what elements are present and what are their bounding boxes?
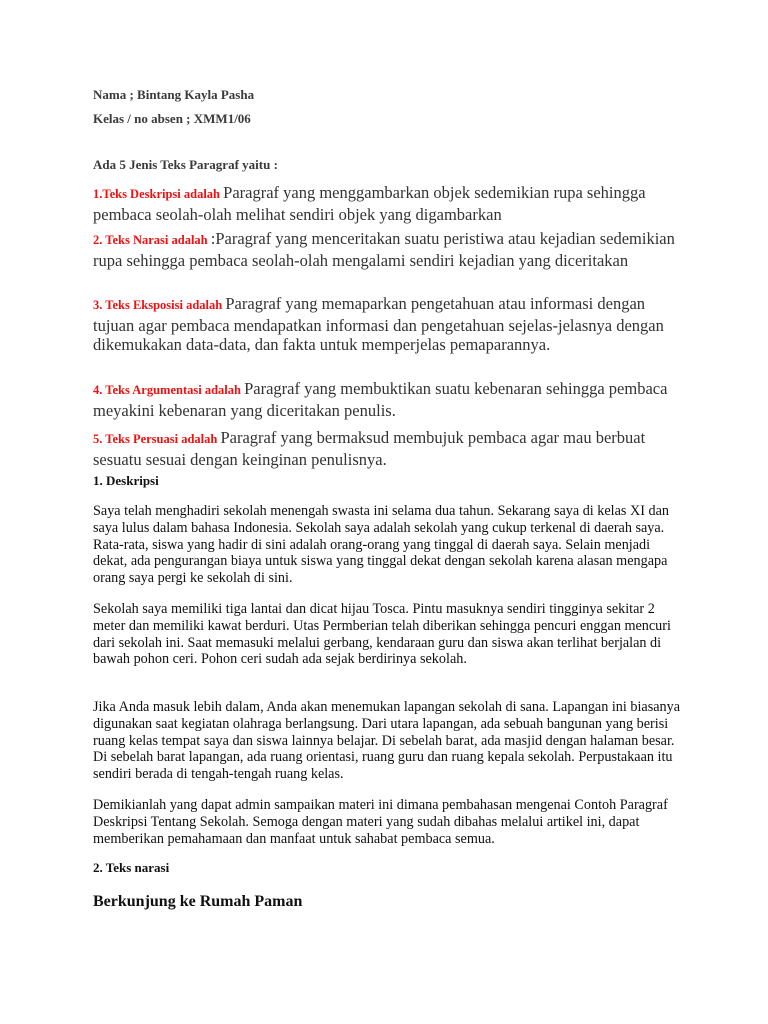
definition-term: 4. Teks Argumentasi adalah (93, 383, 245, 397)
definition-narasi (93, 229, 683, 270)
definition-text: :Paragraf yang menceritakan suatu peristiwa atau kejadian sedemikian rupa sehingga pembaca seolah-olah mengalami sendiri kejadian yang diceritakan (93, 229, 675, 270)
body-paragraph: Sekolah saya memiliki tiga lantai dan dicat hijau Tosca. Pintu masuknya sendiri tingginya sekitar 2 meter dan memiliki kawat berduri. Utas Permberian telah diberikan sehingga pencuri enggan mencuri dari sekolah ini. Saat memasuki melalui gerbang, kendaraan guru dan siswa akan terlihat berjalan di bawah pohon ceri. Pohon ceri sudah ada sejak berdirinya sekolah. (93, 601, 671, 668)
section-heading-deskripsi: 1. Deskripsi (93, 473, 159, 488)
definition-term: 1.Teks Deskripsi adalah (93, 187, 224, 201)
definition-deskripsi (93, 183, 683, 224)
intro-heading: Ada 5 Jenis Teks Paragraf yaitu : (93, 157, 278, 172)
body-paragraph: Demikianlah yang dapat admin sampaikan materi ini dimana pembahasan mengenai Contoh Paragraf Deskripsi Tentang Sekolah. Semoga dengan materi yang sudah dibahas melalui artikel ini, dapat memberikan pemahamaan dan manfaat untuk sahabat pembaca semua. (93, 797, 668, 847)
definition-persuasi (93, 428, 683, 469)
definition-term: 5. Teks Persuasi adalah (93, 432, 221, 446)
story-title: Berkunjung ke Rumah Paman (93, 893, 303, 910)
body-paragraph: Jika Anda masuk lebih dalam, Anda akan menemukan lapangan sekolah di sana. Lapangan ini biasanya digunakan saat kegiatan olahraga berlangsung. Dari utara lapangan, ada sebuah bangunan yang berisi ruang kelas tempat saya dan siswa lainnya belajar. Di sebelah barat, ada masjid dengan halaman besar. Di sebelah barat lapangan, ada ruang orientasi, ruang guru dan ruang kepala sekolah. Perpustakaan itu sendiri berada di tengah-tengah ruang kelas. (93, 699, 681, 783)
student-name: Nama ; Bintang Kayla Pasha (93, 87, 255, 102)
definition-text: Paragraf yang menggambarkan objek sedemikian rupa sehingga pembaca seolah-olah melihat sendiri objek yang digambarkan (93, 183, 646, 224)
definition-text: Paragraf yang bermaksud membujuk pembaca agar mau berbuat sesuatu sesuai dengan keinginan penulisnya. (93, 428, 646, 469)
definition-eksposisi (93, 294, 683, 355)
definition-argumentasi (93, 379, 683, 420)
definition-text: Paragraf yang membuktikan suatu kebenaran sehingga pembaca meyakini kebenaran yang diceritakan penulis. (93, 379, 668, 420)
definition-term: 2. Teks Narasi adalah (93, 233, 211, 247)
body-paragraph: Saya telah menghadiri sekolah menengah swasta ini selama dua tahun. Sekarang saya di kelas XI dan saya lulus dalam bahasa Indonesia. Sekolah saya adalah sekolah yang cukup terkenal di daerah saya. Rata-rata, siswa yang hadir di sini adalah orang-orang yang tinggal di daerah saya. Selain menjadi dekat, ada pengurangan biaya untuk siswa yang tinggal dekat dengan sekolah karena alasan mengapa orang saya pergi ke sekolah di sini. (93, 503, 669, 587)
section-heading-narasi: 2. Teks narasi (93, 860, 170, 875)
class-number: Kelas / no absen ; XMM1/06 (93, 111, 251, 126)
definition-term: 3. Teks Eksposisi adalah (93, 298, 226, 312)
definition-text: Paragraf yang memaparkan pengetahuan atau informasi dengan tujuan agar pembaca mendapatkan informasi dan pengetahuan sejelas-jelasnya dengan dikemukakan data-data, dan fakta untuk memperjelas pemaparannya. (93, 294, 664, 354)
